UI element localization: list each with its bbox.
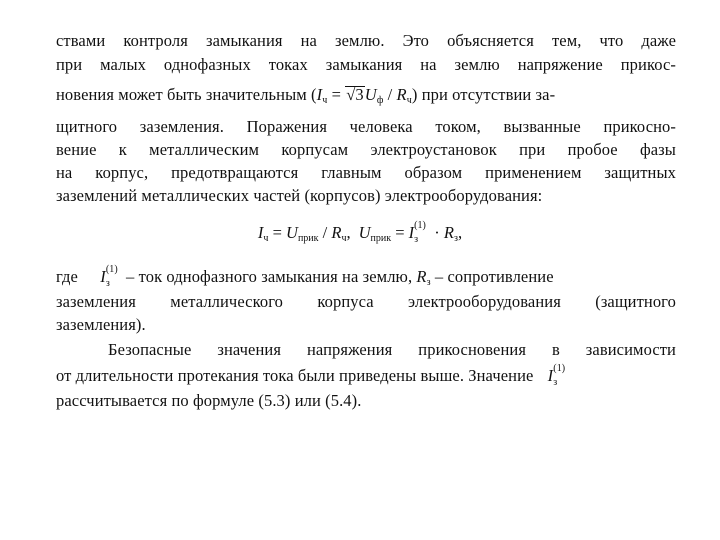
text-line-3-end: ) при отсутствии за- <box>411 85 556 104</box>
formula-symbol: U <box>286 223 298 242</box>
text-line-9 <box>56 266 676 294</box>
display-formula <box>0 222 720 250</box>
formula-punctuation: , <box>457 223 463 242</box>
symbol-i3-indices <box>105 264 122 289</box>
text-line-4: щитного заземления. Поражения человека током, вызванные прикосно- <box>56 117 676 136</box>
text-line-7: заземлений металлических частей (корпусов) электрооборудования: <box>56 186 543 205</box>
formula-symbol: U <box>364 85 377 104</box>
text-line-14: рассчитывается по формуле (5.3) или (5.4). <box>56 391 362 410</box>
text-line-3-start: новения может быть значительным ( <box>56 85 317 104</box>
symbol-i3-superscript: (1) <box>553 363 566 374</box>
text-line-2: при малых однофазных токах замыкания на землю напряжение прикос- <box>56 55 676 74</box>
formula-symbol: I <box>316 85 323 104</box>
symbol-i3-subscript: з <box>553 377 558 388</box>
symbol-r3-subscript: з <box>426 277 431 288</box>
formula-subscript: прик <box>297 233 319 244</box>
text-line-9-start: где <box>56 267 78 286</box>
text-line-12: Безопасные значения напряжения прикосновения в зависимости <box>108 340 676 359</box>
symbol-i3-indices <box>553 363 569 388</box>
symbol-i3: I <box>100 267 106 286</box>
formula-supsub <box>414 220 430 245</box>
text-line-1: ствами контроля замыкания на землю. Это объясняется тем, что даже <box>56 31 676 50</box>
formula-operator: / <box>383 85 397 104</box>
inline-formula <box>317 85 412 104</box>
formula-subscript: ф <box>376 95 384 106</box>
text-line-9-end: – сопротивление <box>434 267 554 286</box>
formula-subscript: ч <box>322 95 328 106</box>
formula-symbol: U <box>358 223 371 242</box>
formula-operator: = <box>268 223 287 242</box>
formula-symbol: I <box>408 223 415 242</box>
formula-subscript: ч <box>341 233 347 244</box>
formula-symbol: R <box>331 223 342 242</box>
formula-subscript: з <box>414 234 419 245</box>
formula-subscript: прик <box>370 233 392 244</box>
text-line-9-middle: – ток однофазного замыкания на землю, <box>126 267 413 286</box>
text-line-5: вение к металлическим корпусам электроустановок при пробое фазы <box>56 140 676 159</box>
text-line-3 <box>56 84 676 112</box>
formula-symbol: R <box>443 223 454 242</box>
formula-subscript: ч <box>263 233 269 244</box>
formula-subscript: з <box>453 233 458 244</box>
formula-operator: = <box>391 223 409 242</box>
formula-subscript: ч <box>406 95 412 106</box>
formula-operator: = <box>327 85 346 104</box>
symbol-r3: R <box>416 267 427 286</box>
text-line-10: заземления металлического корпуса электрооборудования (защитного <box>56 292 676 311</box>
formula-superscript: (1) <box>414 220 426 231</box>
symbol-i3-subscript: з <box>105 278 110 289</box>
text-line-11: заземления). <box>56 315 146 334</box>
text-line-13-start: от длительности протекания тока были приведены выше. Значение <box>56 366 534 385</box>
symbol-i3: I <box>547 366 554 385</box>
symbol-i3-superscript: (1) <box>105 264 118 275</box>
text-line-13 <box>56 365 676 387</box>
formula-punctuation: , <box>346 223 351 242</box>
formula-sqrt: √3 <box>346 85 364 104</box>
formula-symbol: I <box>257 223 264 242</box>
formula-operator: / <box>318 223 332 242</box>
text-line-6: на корпус, предотвращаются главным образом применением защитных <box>56 163 676 182</box>
formula-symbol: R <box>396 85 407 104</box>
formula-operator: · <box>430 223 444 242</box>
